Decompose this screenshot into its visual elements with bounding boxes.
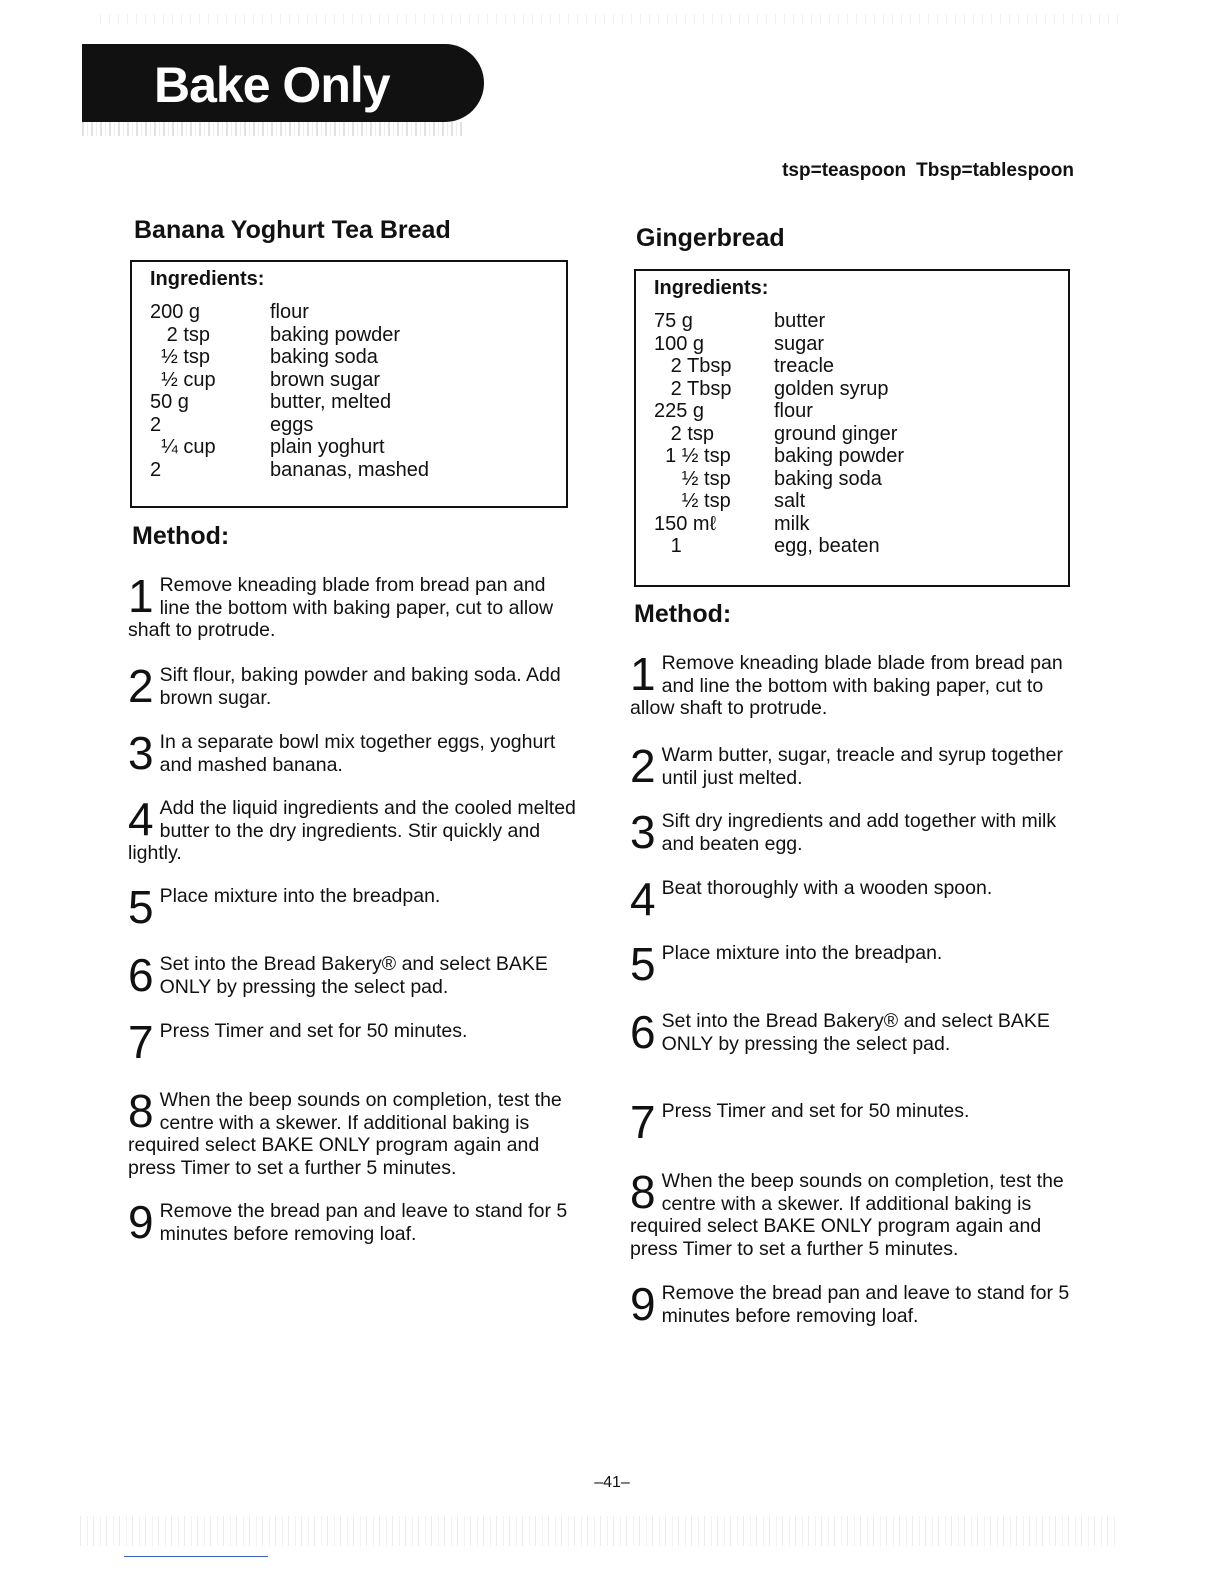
method-step (128, 727, 578, 779)
recipe-title: Gingerbread (636, 224, 785, 252)
step-text: Press Timer and set for 50 minutes. (661, 1100, 970, 1122)
step-number: 2 (630, 740, 656, 792)
ingredient-row (654, 355, 1050, 378)
ingredients-box (634, 269, 1070, 587)
ingredient-row (654, 378, 1050, 401)
step-number: 7 (630, 1096, 656, 1148)
ingredient-quantity: 2 Tbsp (654, 377, 732, 400)
ingredient-row (654, 423, 1050, 446)
step-text: When the beep sounds on completion, test the centre with a skewer. If additional baking is required select BAKE ONLY program again and press Timer to set a further 5 minutes. (630, 1170, 1064, 1260)
ingredients-list (654, 310, 1050, 558)
ingredient-quantity: 2 (150, 458, 162, 481)
ingredient-name: treacle (774, 355, 835, 377)
step-text: Remove kneading blade from bread pan and line the bottom with baking paper, cut to allow shaft to protrude. (128, 574, 554, 641)
ingredient-row (150, 459, 548, 482)
method-step (128, 881, 578, 933)
method-step (128, 1085, 578, 1179)
method-step (630, 873, 1080, 925)
ingredient-quantity: ½ cup (150, 368, 216, 391)
method-heading: Method: (132, 522, 230, 550)
method-heading: Method: (634, 600, 732, 628)
step-number: 5 (630, 938, 656, 990)
ingredient-row (654, 513, 1050, 536)
method-step (630, 1166, 1080, 1260)
method-step (128, 793, 578, 865)
ingredient-row (654, 468, 1050, 491)
step-number: 6 (128, 949, 154, 1001)
section-banner (82, 44, 484, 122)
ingredient-name: baking soda (270, 346, 378, 368)
step-text: Place mixture into the breadpan. (661, 942, 943, 964)
recipe-title: Banana Yoghurt Tea Bread (134, 216, 451, 244)
ingredient-row (654, 535, 1050, 558)
ingredients-heading: Ingredients: (150, 268, 265, 290)
scan-artifact-line (124, 1556, 268, 1557)
ingredient-name: plain yoghurt (270, 436, 385, 458)
ingredient-row (654, 333, 1050, 356)
ingredient-row (150, 324, 548, 347)
step-text: Remove the bread pan and leave to stand for 5 minutes before removing loaf. (661, 1282, 1070, 1327)
ingredient-name: sugar (774, 332, 825, 355)
ingredient-quantity: 1 ½ tsp (654, 445, 731, 467)
step-number: 4 (128, 793, 154, 845)
ingredient-name: flour (774, 400, 813, 422)
step-text: Remove kneading blade blade from bread pan and line the bottom with baking paper, cut to allow shaft to protrude. (630, 652, 1063, 719)
ingredient-name: butter (774, 310, 826, 332)
ingredient-quantity: ¼ cup (150, 436, 216, 458)
ingredient-quantity: 2 tsp (150, 323, 211, 346)
method-step (630, 740, 1080, 792)
step-number: 3 (128, 727, 154, 779)
step-number: 5 (128, 881, 154, 933)
ingredient-name: baking powder (774, 445, 905, 467)
abbrev-tbsp: Tbsp=tablespoon (916, 160, 1074, 181)
ingredient-quantity: 75 g (654, 310, 693, 332)
ingredient-name: eggs (270, 413, 314, 436)
ingredient-name: baking soda (774, 467, 882, 490)
ingredient-quantity: 2 (150, 413, 162, 436)
ingredient-quantity: 200 g (150, 301, 201, 323)
scan-noise-bottom (80, 1516, 1120, 1546)
ingredient-row (654, 445, 1050, 468)
ingredient-name: baking powder (270, 323, 401, 346)
step-number: 7 (128, 1016, 154, 1068)
ingredients-box (130, 260, 568, 508)
step-text: Sift dry ingredients and add together with milk and beaten egg. (661, 810, 1057, 855)
banner-scan-grain (82, 122, 462, 136)
method-step (630, 938, 1080, 990)
method-step (128, 949, 578, 1001)
abbreviation-legend (782, 160, 1074, 182)
page-title: Bake Only (154, 57, 390, 113)
step-number: 1 (128, 570, 154, 622)
step-text: Press Timer and set for 50 minutes. (159, 1020, 468, 1042)
ingredient-name: ground ginger (774, 422, 898, 445)
step-number: 8 (128, 1085, 154, 1137)
method-step (630, 1096, 1080, 1148)
step-number: 2 (128, 660, 154, 712)
page-number: –41– (594, 1474, 630, 1491)
ingredient-quantity: 2 tsp (654, 422, 715, 445)
ingredient-name: bananas, mashed (270, 458, 430, 481)
step-text: Add the liquid ingredients and the cooled melted butter to the dry ingredients. Stir quickly and lightly. (128, 797, 576, 864)
ingredient-row (654, 400, 1050, 423)
step-number: 9 (128, 1196, 154, 1248)
ingredient-row (150, 301, 548, 324)
ingredient-name: egg, beaten (774, 535, 880, 557)
ingredient-row (150, 369, 548, 392)
ingredient-row (150, 346, 548, 369)
ingredient-quantity: 100 g (654, 332, 705, 355)
method-step (128, 1196, 578, 1248)
scan-noise-top (100, 14, 1120, 24)
ingredient-quantity: 1 (654, 535, 682, 557)
step-text: Warm butter, sugar, treacle and syrup together until just melted. (661, 744, 1063, 789)
step-text: Set into the Bread Bakery® and select BAKE ONLY by pressing the select pad. (661, 1010, 1050, 1055)
ingredient-quantity: 2 Tbsp (654, 355, 732, 377)
ingredient-name: salt (774, 490, 806, 512)
ingredient-quantity: 150 mℓ (654, 512, 717, 535)
ingredients-heading: Ingredients: (654, 277, 769, 299)
step-number: 3 (630, 806, 656, 858)
method-step (128, 570, 578, 642)
ingredients-list (150, 301, 548, 481)
abbrev-tsp: tsp=teaspoon (782, 160, 907, 181)
method-step (128, 660, 578, 712)
step-number: 8 (630, 1166, 656, 1218)
step-text: Sift flour, baking powder and baking soda. Add brown sugar. (159, 664, 561, 709)
method-step (630, 1006, 1080, 1058)
method-step (128, 1016, 578, 1068)
ingredient-name: brown sugar (270, 368, 381, 391)
ingredient-quantity: ½ tsp (654, 467, 731, 490)
step-text: Place mixture into the breadpan. (159, 885, 441, 907)
step-number: 9 (630, 1278, 656, 1330)
method-step (630, 1278, 1080, 1330)
step-text: Beat thoroughly with a wooden spoon. (661, 877, 993, 899)
ingredient-name: golden syrup (774, 377, 889, 400)
step-text: Remove the bread pan and leave to stand for 5 minutes before removing loaf. (159, 1200, 568, 1245)
method-step (630, 806, 1080, 858)
step-number: 4 (630, 873, 656, 925)
ingredient-name: flour (270, 301, 309, 323)
ingredient-row (654, 310, 1050, 333)
ingredient-name: milk (774, 512, 810, 535)
ingredient-row (654, 490, 1050, 513)
ingredient-row (150, 391, 548, 414)
ingredient-quantity: ½ tsp (150, 346, 211, 368)
method-step (630, 648, 1080, 720)
ingredient-row (150, 414, 548, 437)
step-text: When the beep sounds on completion, test the centre with a skewer. If additional baking is required select BAKE ONLY program again and press Timer to set a further 5 minutes. (128, 1089, 562, 1179)
ingredient-quantity: ½ tsp (654, 490, 731, 512)
step-text: In a separate bowl mix together eggs, yoghurt and mashed banana. (159, 731, 556, 776)
ingredient-quantity: 50 g (150, 391, 189, 413)
ingredient-quantity: 225 g (654, 400, 705, 422)
ingredient-name: butter, melted (270, 391, 392, 413)
step-text: Set into the Bread Bakery® and select BAKE ONLY by pressing the select pad. (159, 953, 548, 998)
ingredient-row (150, 436, 548, 459)
step-number: 1 (630, 648, 656, 700)
step-number: 6 (630, 1006, 656, 1058)
